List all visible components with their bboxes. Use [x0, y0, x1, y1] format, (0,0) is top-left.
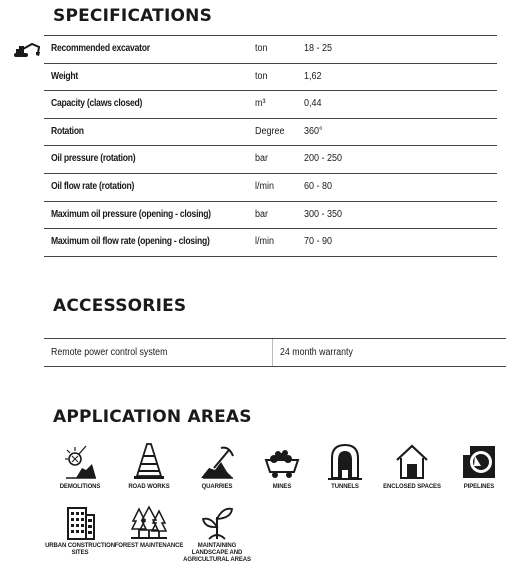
forest-icon	[131, 505, 167, 541]
spec-value: 300 - 350	[304, 208, 343, 220]
quarry-icon	[199, 442, 235, 482]
area-road-works	[111, 442, 187, 491]
spec-unit: Degree	[255, 125, 285, 137]
specifications-heading: SPECIFICATIONS	[53, 6, 213, 26]
spec-value: 18 - 25	[304, 43, 333, 54]
area-maintaining-landscape	[179, 505, 255, 564]
plant-sprout-icon	[199, 505, 235, 541]
accessory-item: 24 month warranty	[280, 347, 353, 358]
spec-value: 0,44	[304, 98, 322, 110]
spec-unit: ton	[255, 43, 268, 54]
spec-value: 360°	[304, 125, 323, 137]
spec-label: Rotation	[51, 125, 84, 137]
demolition-icon	[62, 442, 98, 482]
area-label: FOREST MAINTENANCE	[114, 543, 184, 549]
spec-row	[44, 146, 497, 174]
spec-label: Weight	[51, 70, 78, 82]
area-label: ROAD WORKS	[128, 484, 170, 490]
spec-row	[44, 64, 497, 92]
spec-row	[44, 91, 497, 119]
column-divider	[272, 339, 273, 366]
spec-value: 70 - 90	[304, 236, 333, 248]
spec-row	[44, 202, 497, 230]
pipeline-icon	[461, 442, 497, 482]
spec-label: Recommended excavator	[51, 43, 150, 54]
spec-value: 200 - 250	[304, 153, 343, 165]
area-forest-maintenance	[111, 505, 187, 550]
accessory-item: Remote power control system	[51, 347, 168, 358]
spec-unit: ton	[255, 70, 268, 82]
area-label: MINES	[272, 484, 292, 490]
tunnel-icon	[327, 442, 363, 482]
area-pipelines	[441, 442, 517, 491]
mine-cart-icon	[262, 442, 302, 482]
area-label: DEMOLITIONS	[59, 484, 101, 490]
area-demolitions	[42, 442, 118, 491]
spec-unit: bar	[255, 153, 269, 165]
area-label: PIPELINES	[463, 484, 495, 490]
spec-value: 60 - 80	[304, 180, 333, 192]
urban-building-icon	[62, 505, 98, 541]
spec-label: Maximum oil pressure (opening - closing)	[51, 208, 211, 220]
area-label: QUARRIES	[201, 484, 233, 490]
spec-unit: bar	[255, 208, 269, 220]
spec-unit: l/min	[255, 236, 275, 248]
area-label: ENCLOSED SPACES	[383, 484, 441, 490]
area-tunnels	[307, 442, 383, 491]
spec-label: Oil pressure (rotation)	[51, 153, 136, 165]
excavator-icon	[12, 41, 42, 61]
application-areas-heading: APPLICATION AREAS	[53, 407, 252, 427]
spec-row	[44, 174, 497, 202]
area-urban-construction-sites	[42, 505, 118, 557]
area-enclosed-spaces	[374, 442, 450, 491]
area-label: MAINTAINING LANDSCAPE AND AGRICULTURAL AREAS	[183, 543, 251, 563]
spec-label: Maximum oil flow rate (opening - closing)	[51, 236, 210, 248]
specifications-table	[44, 35, 497, 257]
road-works-icon	[131, 442, 167, 482]
area-label: URBAN CONSTRUCTION SITES	[45, 543, 115, 556]
enclosed-space-icon	[394, 442, 430, 482]
spec-row	[44, 119, 497, 147]
accessories-table	[44, 338, 506, 367]
spec-value: 1,62	[304, 70, 322, 82]
spec-label: Capacity (claws closed)	[51, 98, 143, 110]
spec-row	[44, 35, 497, 64]
spec-label: Oil flow rate (rotation)	[51, 180, 135, 192]
area-label: TUNNELS	[331, 484, 359, 490]
spec-row	[44, 229, 497, 257]
spec-unit: m³	[255, 98, 266, 110]
accessories-heading: ACCESSORIES	[53, 296, 187, 316]
spec-unit: l/min	[255, 180, 275, 192]
